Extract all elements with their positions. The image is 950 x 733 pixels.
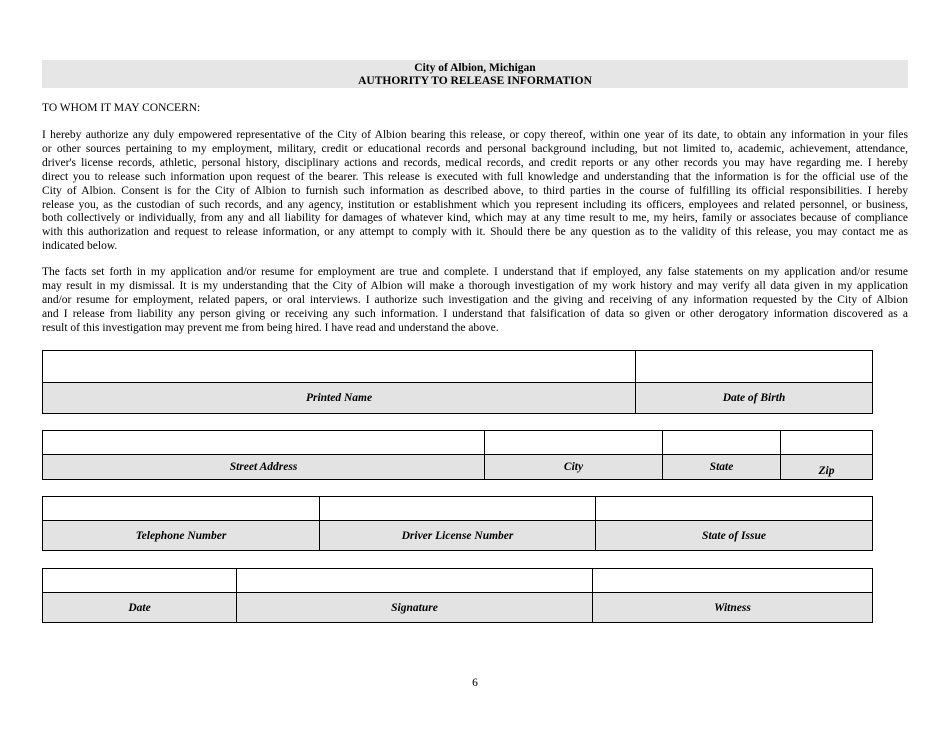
city-field[interactable] xyxy=(485,431,663,455)
paragraph-line: both collectively or individually, from any and all liability for damages of whatever kind, which may at any time result to me, my heirs, family or associates because of compliance xyxy=(42,212,908,225)
salutation: TO WHOM IT MAY CONCERN: xyxy=(42,102,201,114)
document-header xyxy=(42,60,908,88)
date-of-birth-label: Date of Birth xyxy=(636,383,873,414)
paragraph-line: I hereby authorize any duly empowered representative of the City of Albion bearing this release, or copy thereof, within one year of its date, to obtain any information in your files xyxy=(42,129,908,141)
paragraph-line: result of this investigation may prevent me from being hired. I have read and understand the above. xyxy=(42,321,499,334)
paragraph-line: or other sources pertaining to my employment, military, credit or educational records and personal background including, but not limited to, academic, achievement, attendance, xyxy=(42,142,908,155)
state-label: State xyxy=(663,455,781,480)
state-of-issue-label: State of Issue xyxy=(596,521,873,551)
city-label: City xyxy=(485,455,663,480)
printed-name-label: Printed Name xyxy=(43,383,636,414)
street-address-label: Street Address xyxy=(43,455,485,480)
paragraph-line: City of Albion. Consent is for the City of Albion to furnish such information as described above, to third parties in the course of fulfilling its official responsibilities. I hereby xyxy=(42,184,908,197)
zip-label-cell xyxy=(781,455,873,480)
signature-field[interactable] xyxy=(237,569,593,593)
state-field[interactable] xyxy=(663,431,781,455)
telephone-number-label: Telephone Number xyxy=(43,521,320,551)
paragraph-line: and/or resume for employment, related papers, or oral interviews. I authorize such investigation and the giving and receiving of any information requested by the City of Albion xyxy=(42,293,908,306)
facts-paragraph xyxy=(42,266,908,336)
authorization-paragraph xyxy=(42,129,908,254)
printed-name-field[interactable] xyxy=(43,351,636,383)
driver-license-number-field[interactable] xyxy=(320,497,596,521)
address-table xyxy=(42,430,873,480)
driver-license-number-label: Driver License Number xyxy=(320,521,596,551)
date-label: Date xyxy=(43,593,237,623)
name-table xyxy=(42,350,873,414)
signature-table xyxy=(42,568,873,623)
zip-field[interactable] xyxy=(781,431,873,455)
paragraph-line: driver's license records, athletic, personal history, disciplinary actions and records, medical records, and credit reports or any other records you may have regarding me. I hereby xyxy=(42,156,908,169)
document-subtitle: AUTHORITY TO RELEASE INFORMATION xyxy=(358,75,592,87)
license-table xyxy=(42,496,873,551)
state-of-issue-field[interactable] xyxy=(596,497,873,521)
date-of-birth-field[interactable] xyxy=(636,351,873,383)
document-title: City of Albion, Michigan xyxy=(414,62,536,74)
page-number: 6 xyxy=(472,677,478,689)
witness-label: Witness xyxy=(593,593,873,623)
paragraph-line: indicated below. xyxy=(42,240,118,253)
paragraph-line: and I release from liability any person giving or receiving any such information. I understand that falsification of data so given or other derogatory information discovered as a xyxy=(42,307,908,320)
paragraph-line: direct you to release such information upon request of the bearer. This release is executed with full knowledge and understanding that the information is for the official use of the xyxy=(42,170,908,183)
signature-label: Signature xyxy=(237,593,593,623)
paragraph-line: release you, as the custodian of such records, and any agency, institution or establishment which you represent including its officers, employees and related personnel, or business, xyxy=(42,198,908,211)
date-field[interactable] xyxy=(43,569,237,593)
paragraph-line: with this authorization and request to release information, or any attempt to comply with it. Should there be any question as to the validity of this release, you may contact me as xyxy=(42,226,908,239)
witness-field[interactable] xyxy=(593,569,873,593)
zip-label: Zip xyxy=(818,465,835,477)
street-address-field[interactable] xyxy=(43,431,485,455)
paragraph-line: The facts set forth in my application and/or resume for employment are true and complete. I understand that if employed, any false statements on my application and/or resume xyxy=(42,266,908,278)
telephone-number-field[interactable] xyxy=(43,497,320,521)
paragraph-line: may result in my dismissal. It is my understanding that the City of Albion will make a thorough investigation of my work history and may verify all data given in my application xyxy=(42,279,908,292)
